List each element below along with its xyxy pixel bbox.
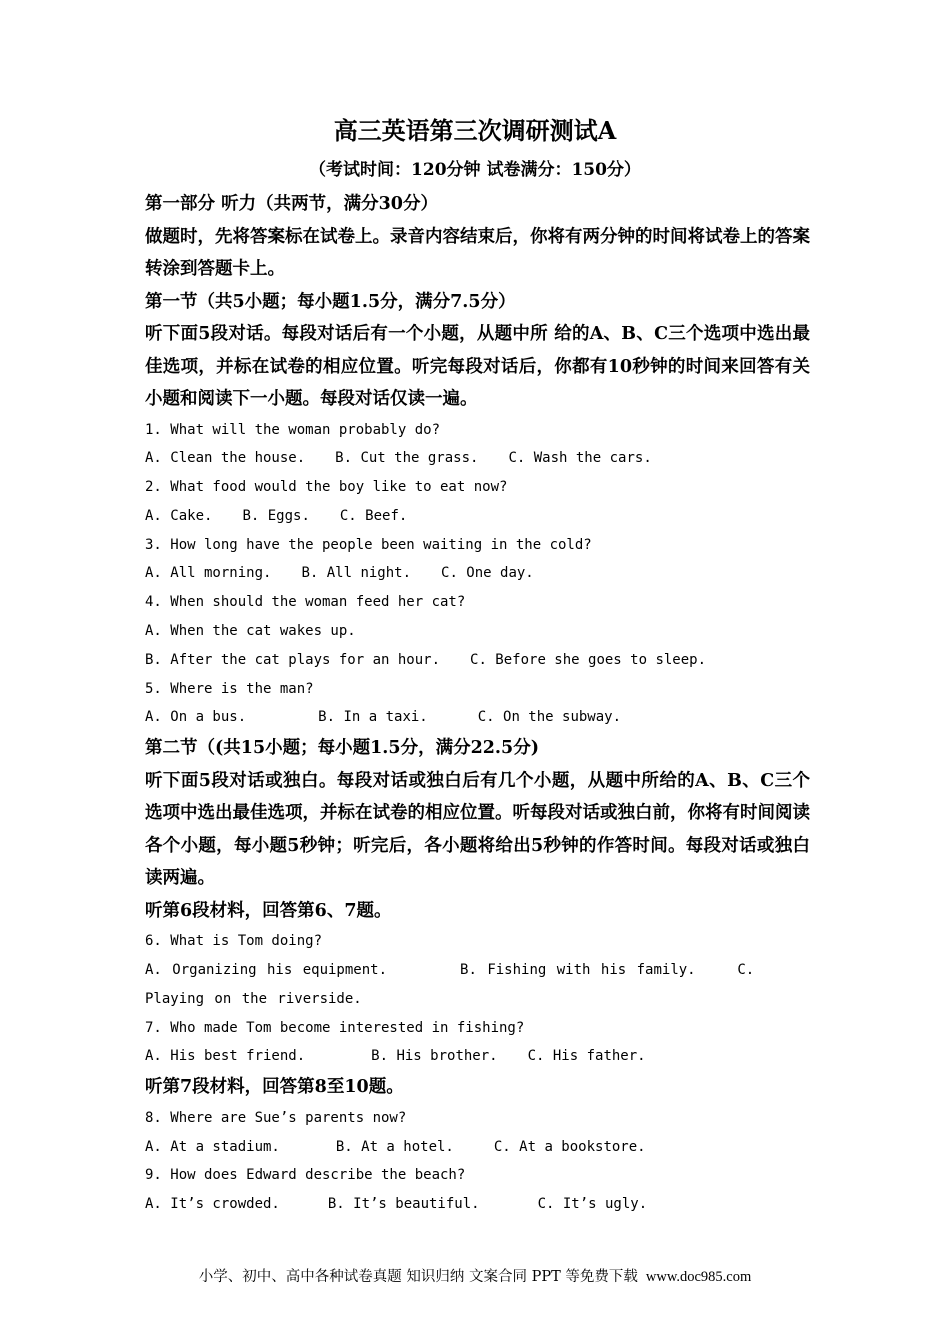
option-c: C. One day. (441, 565, 534, 582)
question-stem: 7. Who made Tom become interested in fishing? (145, 1019, 525, 1036)
question-options (145, 646, 810, 675)
footer-text: 小学、初中、高中各种试卷真题 知识归纳 文案合同 PPT 等免费下载 (198, 1269, 638, 1285)
option-c: C. Playing on the riverside. (145, 962, 755, 1007)
section1-heading: 第一节（共5小题；每小题1.5分，满分7.5分） (145, 291, 516, 312)
option-c: C. At a bookstore. (493, 1138, 646, 1155)
option-a: A. Clean the house. (145, 450, 306, 467)
section2-instructions: 听下面5段对话或独白。每段对话或独白后有几个小题，从题中所给的A、B、C三个选项中选出最佳选项，并标在试卷的相应位置。听每段对话或独白前，你将有时间阅读各个小题，每小题5秒钟；听完后，各小题将给出5秒钟的作答时间。每段对话或独白读两遍。 (145, 770, 810, 889)
question-stem: 2. What food would the boy like to eat now? (145, 479, 508, 496)
section2-heading: 第二节（(共15小题；每小题1.5分，满分22.5分) (145, 738, 539, 759)
option-b: B. Fishing with his family. (460, 962, 696, 979)
page-footer (0, 1266, 950, 1288)
part1-heading: 第一部分 听力（共两节，满分30分） (145, 194, 438, 214)
option-c: C. Before she goes to sleep. (470, 651, 707, 668)
option-a: A. On a bus. (145, 709, 247, 726)
option-a: A. His best friend. (145, 1048, 306, 1065)
page-title: 高三英语第三次调研测试A (333, 116, 617, 145)
material6-heading: 听第6段材料，回答第6、7题。 (145, 900, 392, 921)
material7-heading: 听第7段材料，回答第8至10题。 (145, 1077, 404, 1098)
question-stem: 4. When should the woman feed her cat? (145, 594, 466, 611)
option-a: A. At a stadium. (145, 1138, 280, 1155)
question-stem: 5. Where is the man? (145, 680, 314, 697)
option-a: A. It’s crowded. (145, 1196, 280, 1213)
question-options (145, 1133, 810, 1162)
option-b: B. His brother. (371, 1048, 498, 1065)
question-stem: 1. What will the woman probably do? (145, 421, 441, 438)
option-b: B. Eggs. (242, 507, 310, 524)
option-b: B. In a taxi. (318, 709, 428, 726)
question-options (145, 703, 810, 732)
option-a: A. Cake. (145, 507, 213, 524)
option-b: B. Cut the grass. (335, 450, 479, 467)
option-c: C. Beef. (339, 507, 408, 524)
question-options (145, 1190, 810, 1219)
question-stem: 6. What is Tom doing? (145, 933, 323, 950)
question-options (145, 502, 810, 531)
option-b: B. All night. (301, 565, 412, 582)
option-a: A. Organizing his equipment. (145, 962, 388, 979)
option-c: C. His father. (527, 1048, 646, 1065)
option-a: A. All morning. (145, 565, 272, 582)
option-b: B. It’s beautiful. (327, 1196, 480, 1213)
option-b: B. At a hotel. (335, 1138, 454, 1155)
question-stem: 8. Where are Sue’s parents now? (145, 1109, 407, 1126)
question-options (145, 559, 810, 588)
option-c: C. It’s ugly. (537, 1196, 648, 1213)
question-options (145, 956, 810, 1014)
exam-info: （考试时间：120分钟 试卷满分：150分） (309, 160, 641, 180)
option-c: C. On the subway. (477, 709, 622, 726)
question-options (145, 444, 810, 473)
part1-instructions: 做题时，先将答案标在试卷上。录音内容结束后，你将有两分钟的时间将试卷上的答案转涂到答题卡上。 (145, 226, 810, 279)
question-options (145, 1042, 810, 1071)
section1-instructions: 听下面5段对话。每段对话后有一个小题，从题中所 给的A、B、C三个选项中选出最佳选项，并标在试卷的相应位置。听完每段对话后，你都有10秒钟的时间来回答有关小题和阅读下一小题。每段对话仅读一遍。 (145, 324, 810, 409)
exam-content (145, 188, 810, 1219)
question-stem: 9. How does Edward describe the beach? (145, 1167, 466, 1184)
option-c: C. Wash the cars. (508, 450, 652, 467)
question-stem: 3. How long have the people been waiting in the cold? (145, 536, 592, 553)
option-a: A. When the cat wakes up. (145, 623, 356, 640)
footer-url[interactable]: www.doc985.com (645, 1269, 752, 1285)
option-b: B. After the cat plays for an hour. (145, 651, 441, 668)
